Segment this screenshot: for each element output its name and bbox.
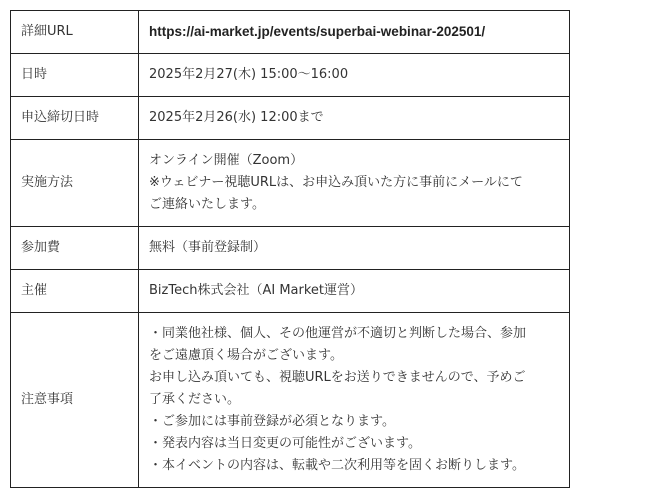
row-label: 詳細URL [11, 11, 139, 54]
row-method [11, 140, 570, 227]
row-fee [11, 227, 570, 270]
row-value [139, 11, 570, 54]
event-details-table [10, 10, 570, 488]
row-datetime [11, 54, 570, 97]
detail-url-link[interactable]: https://ai-market.jp/events/superbai-webinar-202501/ [149, 23, 486, 39]
value-line: ・発表内容は当日変更の可能性がございます。 [149, 436, 421, 451]
row-label: 注意事項 [11, 313, 139, 488]
row-value: 2025年2月27(木) 15:00〜16:00 [139, 54, 570, 97]
row-label: 実施方法 [11, 140, 139, 227]
value-line: ※ウェビナー視聴URLは、お申込み頂いた方に事前にメールにて [149, 175, 523, 190]
row-label: 主催 [11, 270, 139, 313]
row-label: 申込締切日時 [11, 97, 139, 140]
value-line: をご遠慮頂く場合がございます。 [149, 348, 343, 363]
row-organizer [11, 270, 570, 313]
row-label: 参加費 [11, 227, 139, 270]
value-line: ・ご参加には事前登録が必須となります。 [149, 414, 395, 429]
row-notes [11, 313, 570, 488]
row-value [139, 313, 570, 488]
row-deadline [11, 97, 570, 140]
row-value: 2025年2月26(水) 12:00まで [139, 97, 570, 140]
value-line: お申し込み頂いても、視聴URLをお送りできませんので、予めご [149, 370, 526, 385]
row-label: 日時 [11, 54, 139, 97]
value-line: オンライン開催（Zoom） [149, 153, 304, 168]
value-line: ご連絡いたします。 [149, 197, 265, 212]
value-line: ・本イベントの内容は、転載や二次利用等を固くお断りします。 [149, 458, 525, 473]
row-value: BizTech株式会社（AI Market運営） [139, 270, 570, 313]
value-line: 了承ください。 [149, 392, 241, 407]
value-line: ・同業他社様、個人、その他運営が不適切と判断した場合、参加 [149, 326, 527, 341]
row-value: 無料（事前登録制） [139, 227, 570, 270]
row-value [139, 140, 570, 227]
row-detail-url [11, 11, 570, 54]
